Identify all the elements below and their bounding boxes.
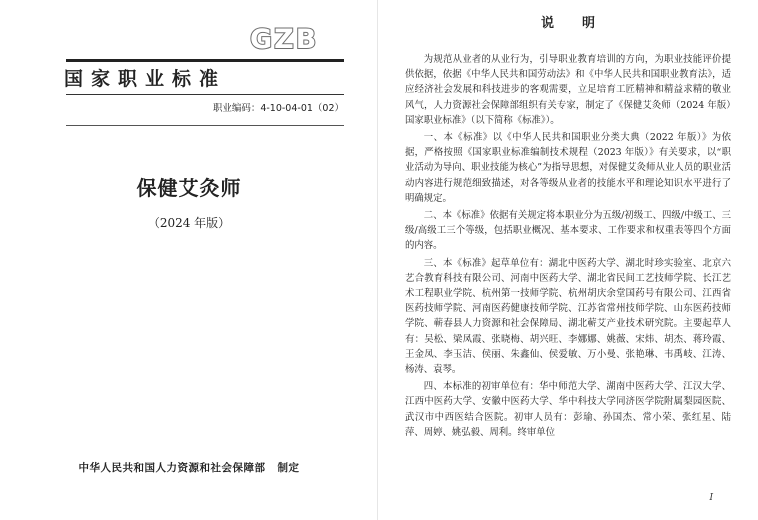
issuer-line bbox=[0, 460, 378, 475]
paragraph-2: 二、本《标准》依据有关规定将本职业分为五级/初级工、四级/中级工、三级/高级工三个等级，包括职业概况、基本要求、工作要求和权重表等四个方面的内容。 bbox=[405, 210, 731, 252]
gzb-logo: GZB bbox=[250, 24, 319, 55]
paragraph-3: 三、本《标准》起草单位有：湖北中医药大学、湖北时珍实验室、北京六艺合教育科技有限公司、河南中医药大学、湖北省民间工艺技师学院、长江艺术工程职业学院、杭州第一技师学院、杭州胡庆余堂国药号有限公司、江西省医药技师学院、河南医药健康技师学院、江苏省常州技师学院、山东医药技师学院、蕲春县人力资源和社会保障局、湖北蕲艾产业技术研究院。主要起草人有：吴松、梁凤霞、张晓梅、胡兴旺、李娜娜、姚薇、宋炜、胡杰、蒋玲霞、王金凤、李玉洁、侯丽、朱鑫仙、侯爱敏、万小曼、张艳琳、韦禹岐、江涛、杨涛、袁琴。 bbox=[405, 257, 731, 376]
standard-title: 国家职业标准 bbox=[64, 68, 227, 90]
code-rule bbox=[66, 125, 344, 126]
paragraph-intro: 为规范从业者的从业行为，引导职业教育培训的方向，为职业技能评价提供依据，依据《中华人民共和国劳动法》和《中华人民共和国职业教育法》，适应经济社会发展和科技进步的客观需要，立足培育工匠精神和精益求精的敬业风气，人力资源社会保障部组织有关专家，制定了《保健艾灸师（2024 年版）国家职业标准》（以下简称《标准》）。 bbox=[405, 54, 731, 126]
paragraph-1: 一、本《标准》以《中华人民共和国职业分类大典（2022 年版）》为依据，严格按照《国家职业标准编制技术规程（2023 年版）》有关要求，以“职业活动为导向、职业技能为核心”为指导思想，对保健艾灸师从业人员的职业活动内容进行规范细致描述，对各等级从业者的技能水平和理论知识水平进行了明确规定。 bbox=[405, 132, 731, 204]
occupation-code: 职业编码：4-10-04-01（02） bbox=[212, 103, 344, 114]
explanation-heading: 说明 bbox=[540, 16, 623, 31]
title-rule-top bbox=[66, 59, 344, 62]
explanation-body bbox=[405, 52, 731, 442]
book-title: 保健艾灸师 bbox=[136, 176, 242, 200]
issuer-suffix: 制定 bbox=[277, 462, 300, 474]
explanation-page bbox=[378, 0, 758, 520]
issuer-name: 中华人民共和国人力资源和社会保障部 bbox=[78, 462, 266, 474]
page-number: I bbox=[709, 493, 713, 503]
paragraph-4: 四、本标准的初审单位有：华中师范大学、湖南中医药大学、江汉大学、江西中医药大学、安徽中医药大学、华中科技大学同济医学院附属梨园医院、武汉市中西医结合医院。初审人员有：彭瑜、孙国杰、常小荣、张红星、陆萍、周婷、姚弘毅、周利。终审单位 bbox=[405, 381, 731, 438]
title-rule-bottom bbox=[66, 94, 344, 95]
cover-page bbox=[0, 0, 378, 520]
edition-label: （2024 年版） bbox=[147, 216, 231, 230]
